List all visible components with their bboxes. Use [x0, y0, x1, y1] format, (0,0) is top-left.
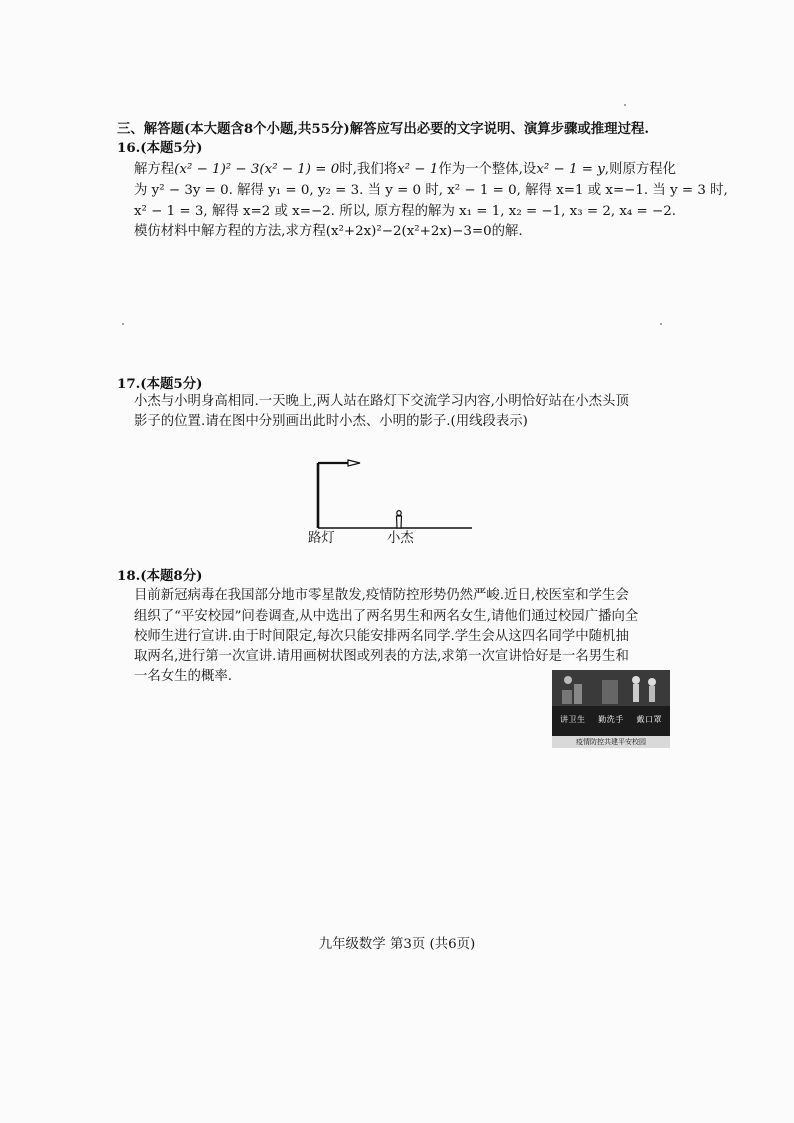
q18-line-2: 组织了“平安校园”问卷调查,从中选出了两名男生和两名女生,请他们通过校园广播向全 — [134, 609, 639, 624]
q18-line-3: 校师生进行宣讲.由于时间限定,每次只能安排两名同学.学生会从这四名同学中随机抽 — [134, 629, 629, 644]
person-body — [397, 516, 402, 528]
poster-slogans — [560, 712, 662, 726]
q18-label: 18.(本题8分) — [117, 568, 203, 584]
q16-equation: (x² − 1)² − 3(x² − 1) = 0 — [174, 162, 340, 177]
lamp-label: 路灯 — [308, 531, 335, 546]
q16-line-1 — [134, 161, 676, 179]
q17-line-1: 小杰与小明身高相同.一天晚上,两人站在路灯下交流学习内容,小明恰好站在小杰头顶 — [134, 394, 629, 409]
scan-speck — [660, 323, 662, 325]
poster-slogan-1: 讲卫生 — [560, 714, 586, 724]
q16-line-4: 模仿材料中解方程的方法,求方程(x²+2x)²−2(x²+2x)−3=0的解. — [134, 224, 523, 239]
campus-poster-image — [552, 670, 670, 748]
q16-substitution: x² − 1 = y — [536, 162, 605, 177]
q16-label: 16.(本题5分) — [117, 140, 203, 156]
person-head — [397, 511, 401, 516]
scan-speck — [624, 104, 626, 106]
section-heading: 三、解答题(本大题含8个小题,共55分)解答应写出必要的文字说明、演算步骤或推理过程. — [117, 121, 650, 137]
scan-speck — [122, 323, 124, 325]
q16-line-2: 为 y² − 3y = 0. 解得 y₁ = 0, y₂ = 3. 当 y = 0 时, x² − 1 = 0, 解得 x=1 或 x=−1. 当 y = 3 时, — [134, 183, 728, 198]
q16-text: 作为一个整体,设 — [438, 162, 537, 177]
q17-line-2: 影子的位置.请在图中分别画出此时小杰、小明的影子.(用线段表示) — [134, 414, 528, 429]
poster-figures-icon — [552, 672, 670, 712]
poster-slogan-2: 勤洗手 — [598, 714, 624, 724]
q16-line-3: x² − 1 = 3, 解得 x=2 或 x=−2. 所以, 原方程的解为 x₁ = 1, x₂ = −1, x₃ = 2, x₄ = −2. — [134, 204, 677, 219]
q18-line-5: 一名女生的概率. — [134, 669, 232, 684]
q18-line-4: 取两名,进行第一次宣讲.请用画树状图或列表的方法,求第一次宣讲恰好是一名男生和 — [134, 649, 629, 664]
poster-footer: 疫情防控共建平安校园 — [552, 736, 670, 748]
q18-line-1: 目前新冠病毒在我国部分地市零星散发,疫情防控形势仍然严峻.近日,校医室和学生会 — [134, 588, 629, 603]
lamp-head — [348, 460, 360, 466]
person-label: 小杰 — [387, 531, 414, 546]
q16-expression: x² − 1 — [397, 162, 439, 177]
page-footer: 九年级数学 第3页 (共6页) — [318, 937, 476, 952]
q17-label: 17.(本题5分) — [117, 376, 203, 392]
q16-text: 时,我们将 — [339, 162, 398, 177]
q16-text: 解方程 — [134, 162, 175, 177]
poster-slogan-3: 戴口罩 — [636, 714, 662, 724]
q16-text: ,则原方程化 — [604, 162, 677, 177]
